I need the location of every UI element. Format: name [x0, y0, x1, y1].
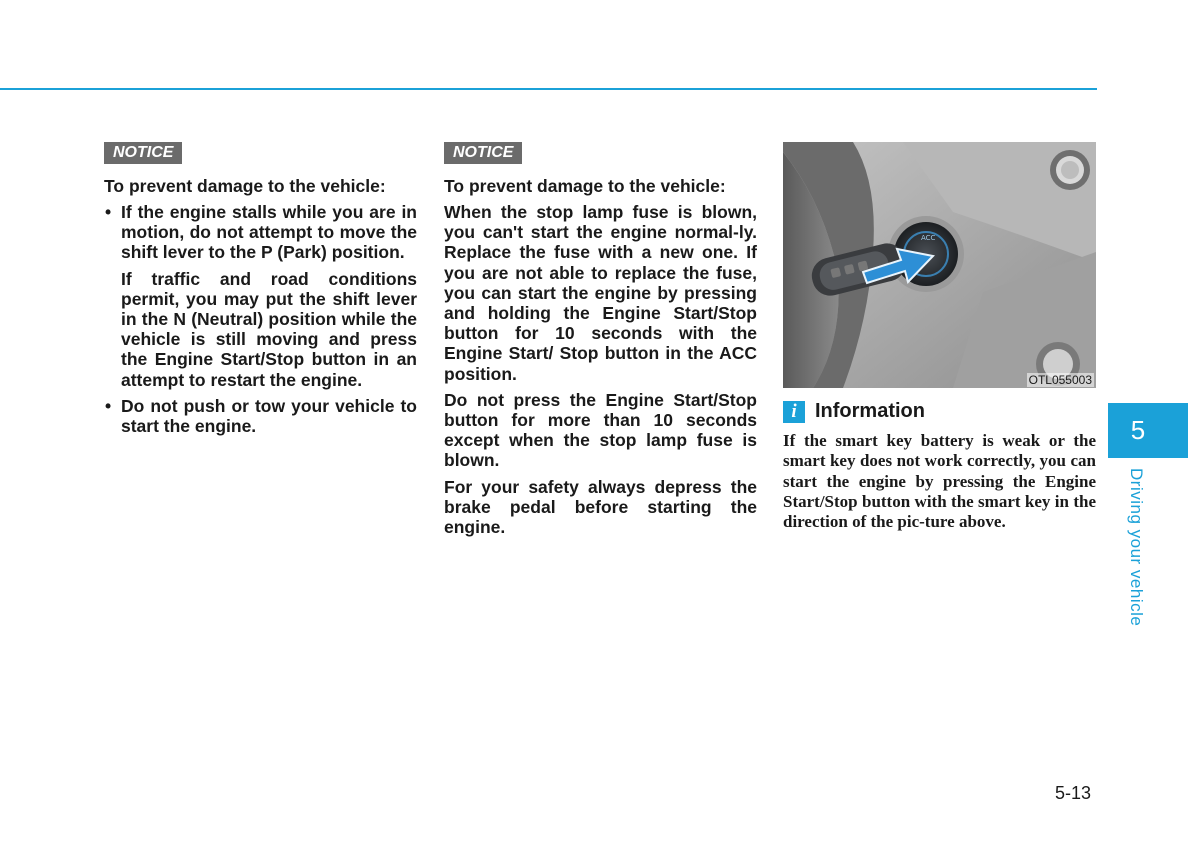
middle-column	[444, 142, 757, 543]
bullet-followup-text: If traffic and road conditions permit, you may put the shift lever in the N (Neutral) position while the vehicle is still moving and press the Engine Start/Stop button in an attempt to restart the engine.	[121, 268, 417, 390]
left-column	[104, 142, 417, 442]
bullet-text: Do not push or tow your vehicle to start the engine.	[121, 395, 417, 437]
chapter-number: 5	[1130, 415, 1146, 445]
information-header	[783, 400, 1096, 423]
notice-paragraph: When the stop lamp fuse is blown, you can't start the engine normal-ly. Replace the fuse with a new one. If you are not able to replace the fuse, you can start the engine by pressing and holding the Engine Start/Stop button for 10 seconds with the Engine Start/ Stop button in the ACC position.	[444, 202, 757, 384]
bullet-dot: •	[105, 202, 112, 222]
notice-paragraph: Do not press the Engine Start/Stop button for more than 10 seconds except when the stop lamp fuse is blown.	[444, 389, 757, 471]
bullet-item	[104, 396, 417, 436]
page-number: 5-13	[1055, 783, 1092, 803]
notice-paragraph: For your safety always depress the brake pedal before starting the engine.	[444, 476, 757, 538]
notice-badge: NOTICE	[104, 142, 182, 164]
smart-key-photo	[783, 142, 1096, 388]
smart-key-illustration	[783, 142, 1096, 388]
acc-label: ACC	[921, 234, 936, 242]
notice-heading: To prevent damage to the vehicle:	[104, 176, 386, 196]
image-code: OTL055003	[1028, 373, 1092, 387]
chapter-title: Driving your vehicle	[1127, 468, 1146, 627]
right-column	[783, 142, 1096, 532]
bullet-item	[104, 202, 417, 263]
info-icon: i	[783, 401, 805, 423]
chapter-tab	[1108, 403, 1188, 458]
header-rule	[0, 88, 1097, 90]
bullet-text: If the engine stalls while you are in motion, do not attempt to move the shift lever to the P (Park) position.	[121, 202, 417, 263]
notice-badge: NOTICE	[444, 142, 522, 164]
information-title: Information	[815, 400, 925, 422]
notice-heading: To prevent damage to the vehicle:	[444, 176, 726, 196]
bullet-dot: •	[105, 395, 112, 416]
information-body: If the smart key battery is weak or the smart key does not work correctly, you can start the engine by pressing the Engine Start/Stop button with the smart key in the direction of the pic-ture above.	[783, 431, 1096, 532]
